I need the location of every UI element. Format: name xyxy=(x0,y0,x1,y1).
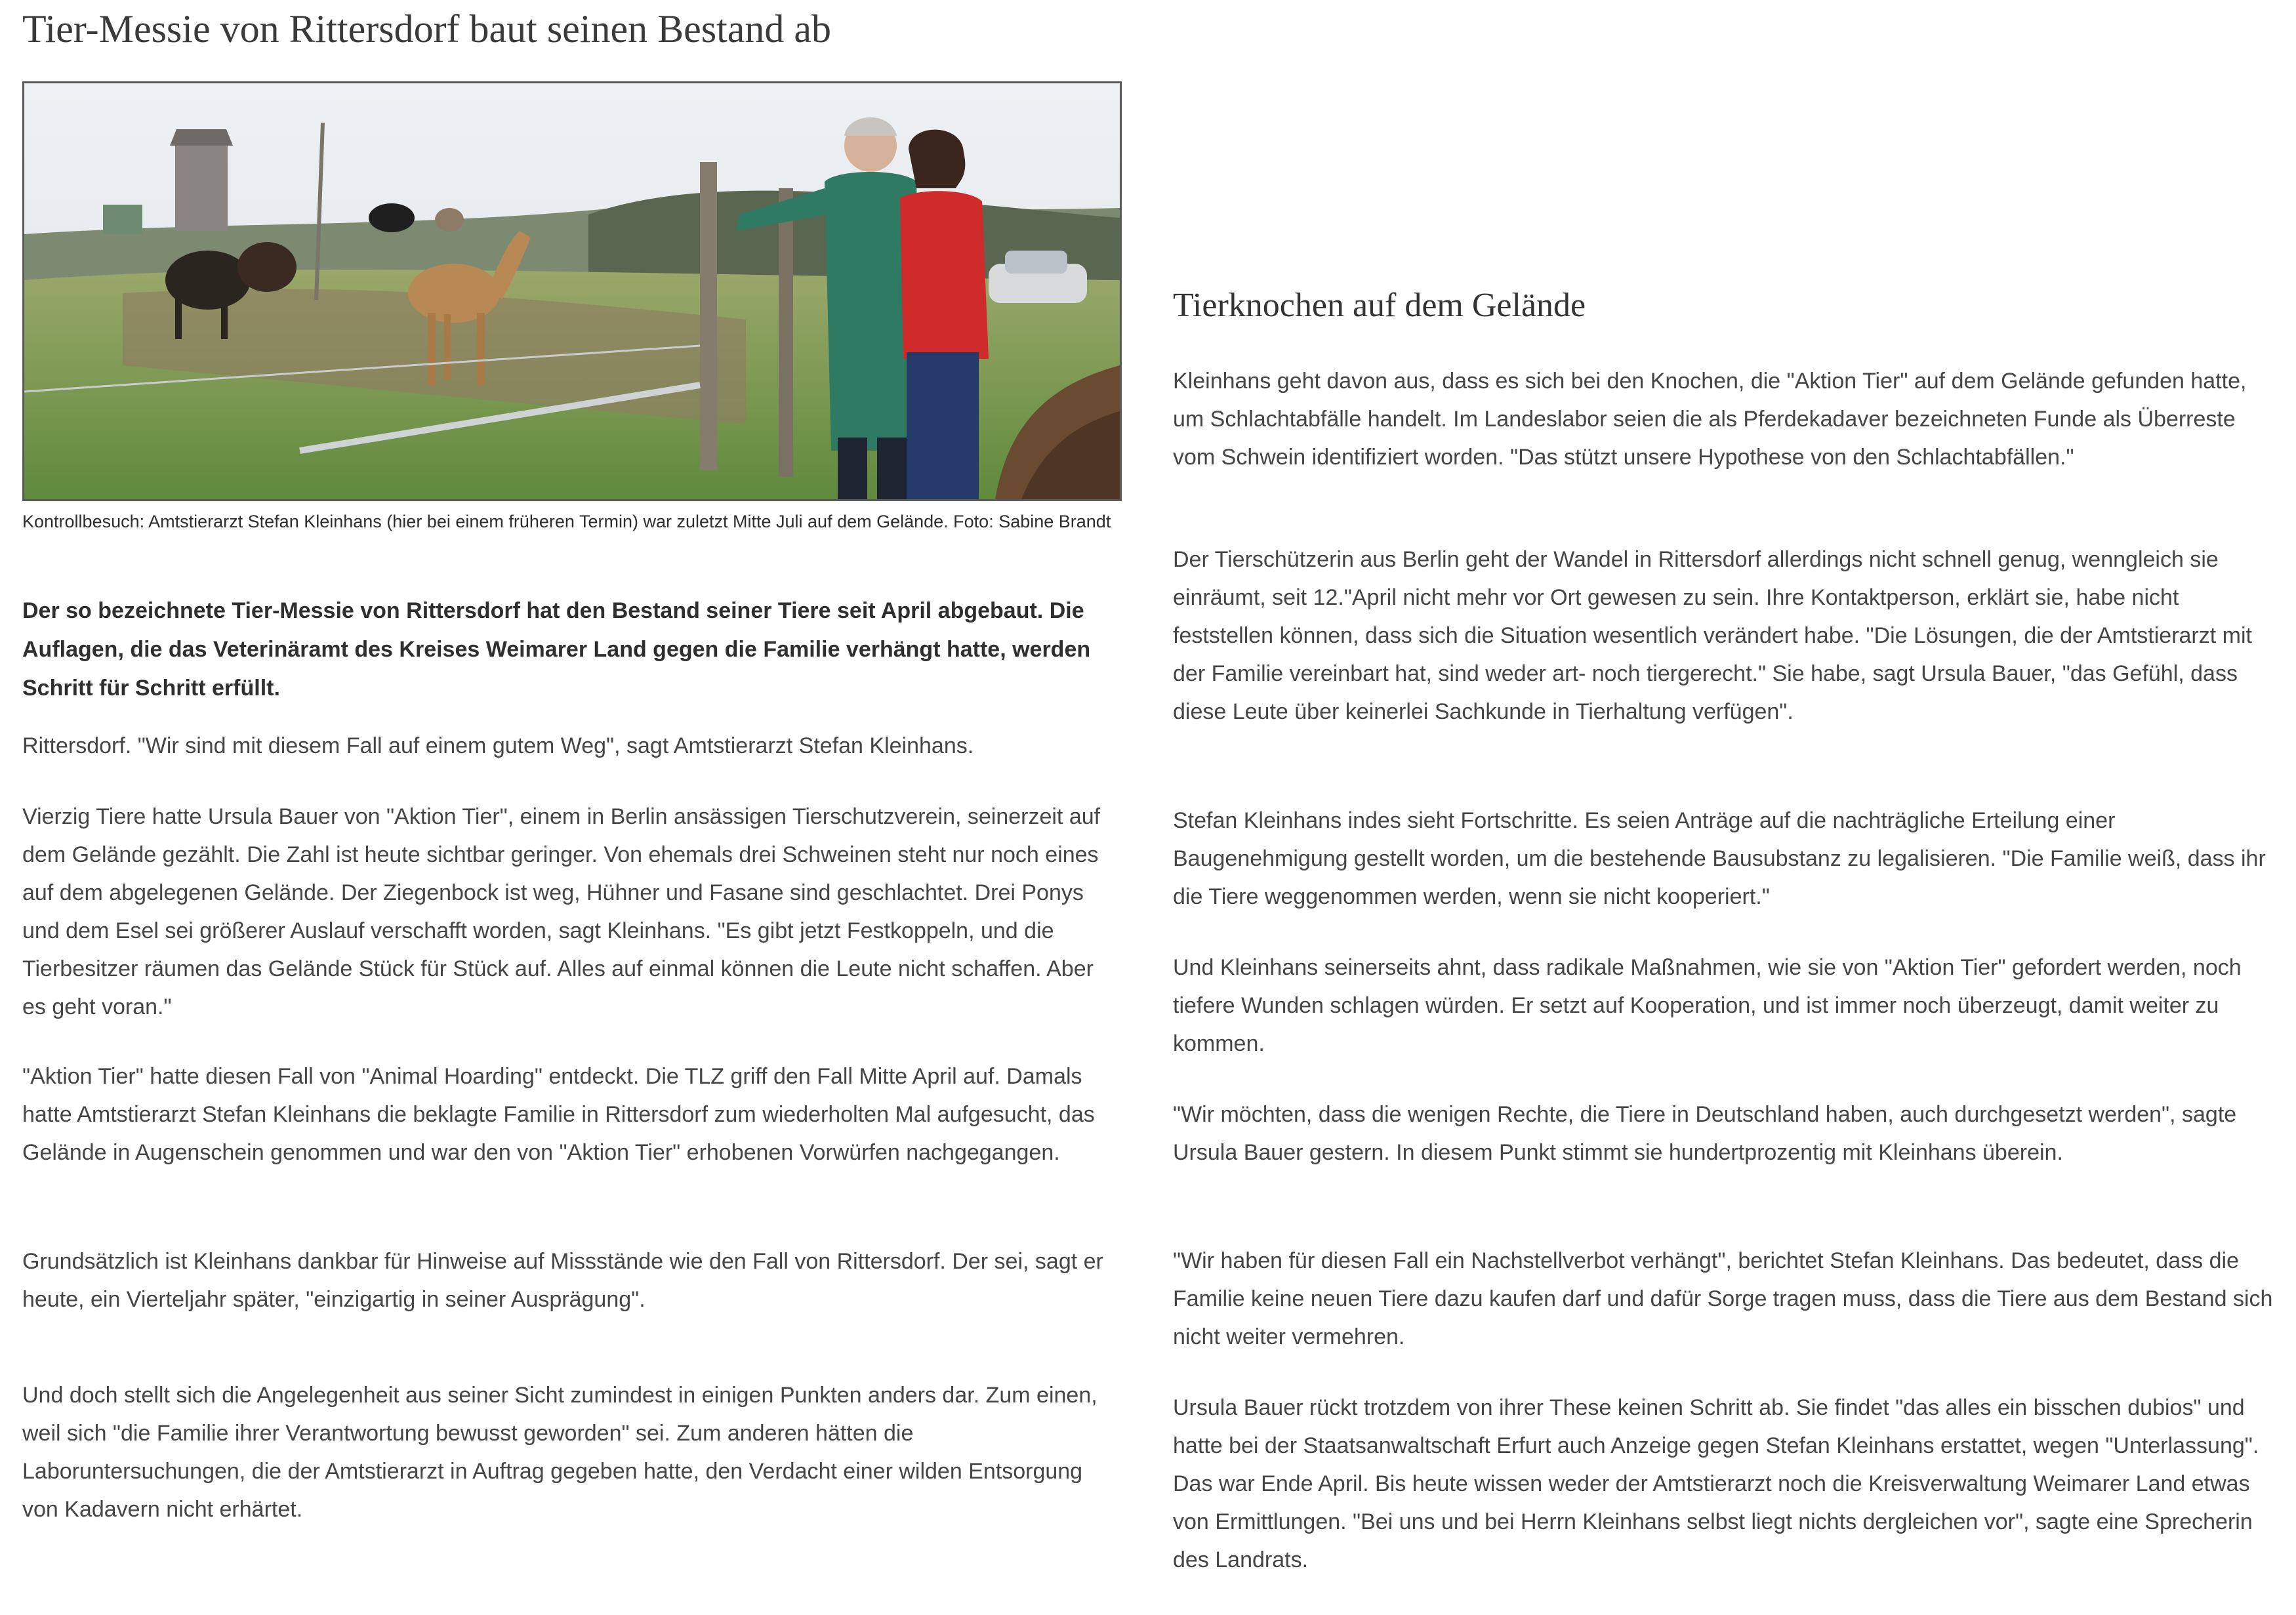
right-paragraph-5: "Wir möchten, dass die wenigen Rechte, die Tiere in Deutschland haben, auch durchgesetzt werden", sagte Ursula Bauer gestern. In diesem Punkt stimmt sie hundertprozentig mit Kleinhans überein. xyxy=(1173,1102,2237,1165)
farm-scene-image xyxy=(24,83,1120,499)
right-paragraph-3: Stefan Kleinhans indes sieht Fortschritte. Es seien Anträge auf die nachträgliche Erteilung einer Baugenehmigung gestellt worden, um die bestehende Bausubstanz zu legalisieren. "Die Familie weiß, dass ihr die Tiere weggenommen werden, wenn sie nicht kooperiert." xyxy=(1173,808,2266,909)
right-paragraph-7: Ursula Bauer rückt trotzdem von ihrer These keinen Schritt ab. Sie findet "das alles ein bisschen dubios" und hatte bei der Staatsanwaltschaft Erfurt auch Anzeige gegen Stefan Kleinhans erstattet, wegen "Unterlassung". Das war Ende April. Bis heute wissen weder der Amtstierarzt noch die Kreisverwaltung Weimarer Land etwas von Ermittlungen. "Bei uns und bei Herrn Kleinhans selbst liegt nichts dergleichen vor", sagte eine Sprecherin des Landrats. xyxy=(1173,1395,2259,1572)
photo-caption: Kontrollbesuch: Amtstierarzt Stefan Kleinhans (hier bei einem früheren Termin) war zuletzt Mitte Juli auf dem Gelände. Foto: Sabine Brandt xyxy=(22,512,1111,531)
right-paragraph-6: "Wir haben für diesen Fall ein Nachstellverbot verhängt", berichtet Stefan Kleinhans. Das bedeutet, dass die Familie keine neuen Tiere dazu kaufen darf und dafür Sorge tragen muss, dass die Tiere aus dem Bestand sich nicht weiter vermehren. xyxy=(1173,1248,2273,1349)
right-paragraph-2: Der Tierschützerin aus Berlin geht der Wandel in Rittersdorf allerdings nicht schnell genug, wenngleich sie einräumt, seit 12."April nicht mehr vor Ort gewesen zu sein. Ihre Kontaktperson, erklärt sie, habe nicht feststellen können, dass sich die Situation wesentlich verändert habe. "Die Lösungen, die der Amtstierarzt mit der Familie vereinbart hat, sind weder art- noch tiergerecht." Sie habe, sagt Ursula Bauer, "das Gefühl, dass diese Leute über keinerlei Sachkunde in Tierhaltung verfügen". xyxy=(1173,547,2252,724)
right-paragraph-4: Und Kleinhans seinerseits ahnt, dass radikale Maßnahmen, wie sie von "Aktion Tier" gefordert werden, noch tiefere Wunden schlagen würden. Er setzt auf Kooperation, und ist immer noch überzeugt, damit weiter zu kommen. xyxy=(1173,955,2242,1056)
right-paragraph-1: Kleinhans geht davon aus, dass es sich bei den Knochen, die "Aktion Tier" auf dem Gelände gefunden hatte, um Schlachtabfälle handelt. Im Landeslabor seien die als Pferdekadaver bezeichneten Funde als Überreste vom Schwein identifiziert worden. "Das stützt unsere Hypothese von den Schlachtabfällen." xyxy=(1173,369,2247,470)
article-photo xyxy=(22,81,1122,501)
left-paragraph-3: "Aktion Tier" hatte diesen Fall von "Animal Hoarding" entdeckt. Die TLZ griff den Fall Mitte April auf. Damals hatte Amtstierarzt Stefan Kleinhans die beklagte Familie in Rittersdorf zum wiederholten Mal aufgesucht, das Gelände in Augenschein genommen und war den von "Aktion Tier" erhobenen Vorwürfen nachgegangen. xyxy=(22,1064,1095,1165)
left-paragraph-2: Vierzig Tiere hatte Ursula Bauer von "Aktion Tier", einem in Berlin ansässigen Tierschutzverein, seinerzeit auf dem Gelände gezählt. Die Zahl ist heute sichtbar geringer. Von ehemals drei Schweinen steht nur noch eines auf dem abgelegenen Gelände. Der Ziegenbock ist weg, Hühner und Fasane sind geschlachtet. Drei Ponys und dem Esel sei größerer Auslauf verschafft worden, sagt Kleinhans. "Es gibt jetzt Festkoppeln, und die Tierbesitzer räumen das Gelände Stück für Stück auf. Alles auf einmal können die Leute nicht schaffen. Aber es geht voran." xyxy=(22,804,1101,1019)
article-lead: Der so bezeichnete Tier-Messie von Rittersdorf hat den Bestand seiner Tiere seit April abgebaut. Die Auflagen, die das Veterinäramt des Kreises Weimarer Land gegen die Familie verhängt hatte, werden Schritt für Schritt erfüllt. xyxy=(22,598,1091,701)
left-paragraph-4: Grundsätzlich ist Kleinhans dankbar für Hinweise auf Missstände wie den Fall von Rittersdorf. Der sei, sagt er heute, ein Vierteljahr später, "einzigartig in seiner Ausprägung". xyxy=(22,1249,1103,1312)
left-paragraph-5: Und doch stellt sich die Angelegenheit aus seiner Sicht zumindest in einigen Punkten anders dar. Zum einen, weil sich "die Familie ihrer Verantwortung bewusst geworden" sei. Zum anderen hätten die Laboruntersuchungen, die der Amtstierarzt in Auftrag gegeben hatte, den Verdacht einer wilden Entsorgung von Kadavern nicht erhärtet. xyxy=(22,1383,1097,1522)
left-paragraph-1: Rittersdorf. "Wir sind mit diesem Fall auf einem gutem Weg", sagt Amtstierarzt Stefan Kleinhans. xyxy=(22,733,974,758)
section-subheading: Tierknochen auf dem Gelände xyxy=(1173,287,1586,324)
article-headline: Tier-Messie von Rittersdorf baut seinen Bestand ab xyxy=(22,7,832,51)
